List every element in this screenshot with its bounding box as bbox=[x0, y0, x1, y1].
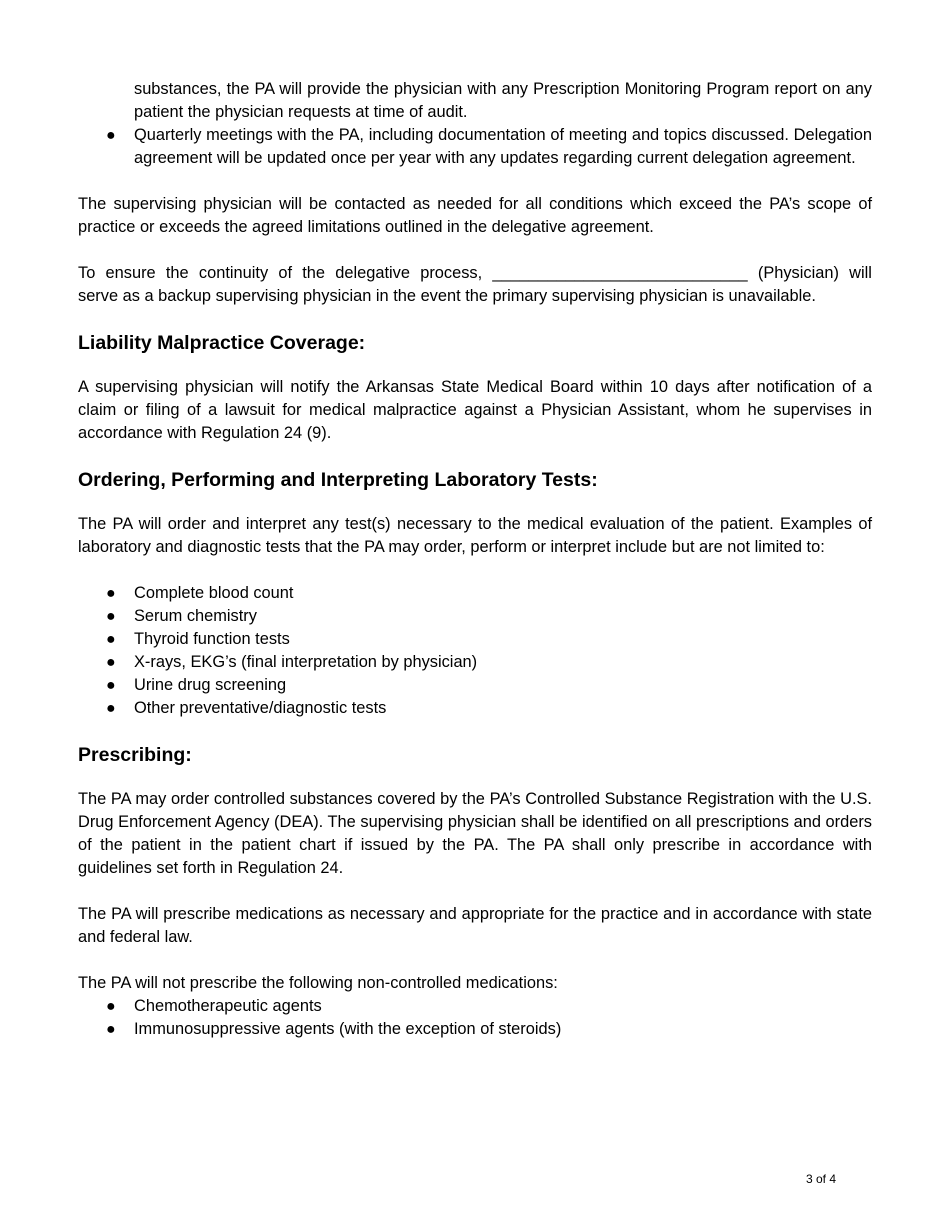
lab-tests-paragraph: The PA will order and interpret any test(s) necessary to the medical evaluation of the patient. Examples of laboratory and diagnostic tests that the PA may order, perform or interpret include but are not limited to: bbox=[78, 515, 872, 556]
prescribing-paragraph-2: The PA will prescribe medications as necessary and appropriate for the practice and in accordance with state and federal law. bbox=[78, 905, 872, 946]
document-page bbox=[78, 78, 872, 1041]
list-item bbox=[78, 582, 872, 605]
intro-continuation: substances, the PA will provide the physician with any Prescription Monitoring Program report on any patient the physician requests at time of audit. bbox=[134, 80, 872, 121]
continuity-line bbox=[78, 262, 872, 285]
bullet-icon: ● bbox=[106, 608, 116, 625]
bullet-icon: ● bbox=[106, 654, 116, 671]
list-item-text: Thyroid function tests bbox=[134, 630, 290, 648]
word: To bbox=[78, 264, 96, 282]
prescribing-paragraph-1: The PA may order controlled substances covered by the PA’s Controlled Substance Registration with the U.S. Drug Enforcement Agency (DEA). The supervising physician shall be identified on all prescriptions and orders of the patient in the patient chart if issued by the PA. The PA shall only prescribe in accordance with guidelines set forth in Regulation 24. bbox=[78, 790, 872, 877]
list-item bbox=[78, 605, 872, 628]
supervision-paragraph: The supervising physician will be contacted as needed for all conditions which exceed the PA’s scope of practice or exceeds the agreed limitations outlined in the delegative agreement. bbox=[78, 195, 872, 236]
list-item-text: Immunosuppressive agents (with the exception of steroids) bbox=[134, 1020, 562, 1038]
word: (Physician) bbox=[757, 264, 839, 282]
liability-heading: Liability Malpractice Coverage: bbox=[78, 332, 366, 354]
bullet-icon: ● bbox=[106, 631, 116, 648]
word: process, bbox=[420, 264, 483, 282]
liability-paragraph: A supervising physician will notify the Arkansas State Medical Board within 10 days after notification of a claim or filing of a lawsuit for medical malpractice against a Physician Assistant, whom he supervises in accordance with Regulation 24 (9). bbox=[78, 378, 872, 442]
list-item bbox=[78, 697, 872, 720]
word: delegative bbox=[335, 264, 410, 282]
list-item bbox=[78, 651, 872, 674]
physician-blank: ____________________________ bbox=[492, 264, 748, 282]
word: ensure bbox=[105, 264, 156, 282]
lab-tests-heading: Ordering, Performing and Interpreting Laboratory Tests: bbox=[78, 469, 598, 491]
list-item-text: Complete blood count bbox=[134, 584, 294, 602]
list-item-text: Chemotherapeutic agents bbox=[134, 997, 322, 1015]
list-item bbox=[78, 1018, 872, 1041]
list-item bbox=[78, 124, 872, 170]
word: continuity bbox=[198, 264, 269, 282]
list-item-text: Quarterly meetings with the PA, including documentation of meeting and topics discussed. Delegation agreement will be updated once per year with any updates regarding current delegation agreement. bbox=[134, 126, 872, 167]
lab-tests-list bbox=[78, 582, 872, 720]
bullet-icon: ● bbox=[106, 585, 116, 602]
page-number: 3 of 4 bbox=[806, 1172, 837, 1186]
bullet-icon: ● bbox=[106, 998, 116, 1015]
word: will bbox=[849, 264, 872, 282]
list-item-text: Serum chemistry bbox=[134, 607, 257, 625]
bullet-icon: ● bbox=[106, 700, 116, 717]
bullet-icon: ● bbox=[106, 1021, 116, 1038]
list-item-text: X-rays, EKG’s (final interpretation by physician) bbox=[134, 653, 478, 671]
intro-bullet-list bbox=[78, 124, 872, 170]
prescribing-paragraph-3: The PA will not prescribe the following non-controlled medications: bbox=[78, 974, 558, 992]
word: the bbox=[302, 264, 326, 282]
list-item bbox=[78, 995, 872, 1018]
prescribing-list bbox=[78, 995, 872, 1041]
list-item bbox=[78, 674, 872, 697]
list-item-text: Urine drug screening bbox=[134, 676, 287, 694]
continuity-line-2: serve as a backup supervising physician in the event the primary supervising physician is unavailable. bbox=[78, 287, 816, 305]
bullet-icon: ● bbox=[106, 127, 116, 144]
prescribing-heading: Prescribing: bbox=[78, 744, 192, 766]
word: of bbox=[278, 264, 293, 282]
word: the bbox=[165, 264, 189, 282]
list-item bbox=[78, 628, 872, 651]
list-item-text: Other preventative/diagnostic tests bbox=[134, 699, 387, 717]
bullet-icon: ● bbox=[106, 677, 116, 694]
